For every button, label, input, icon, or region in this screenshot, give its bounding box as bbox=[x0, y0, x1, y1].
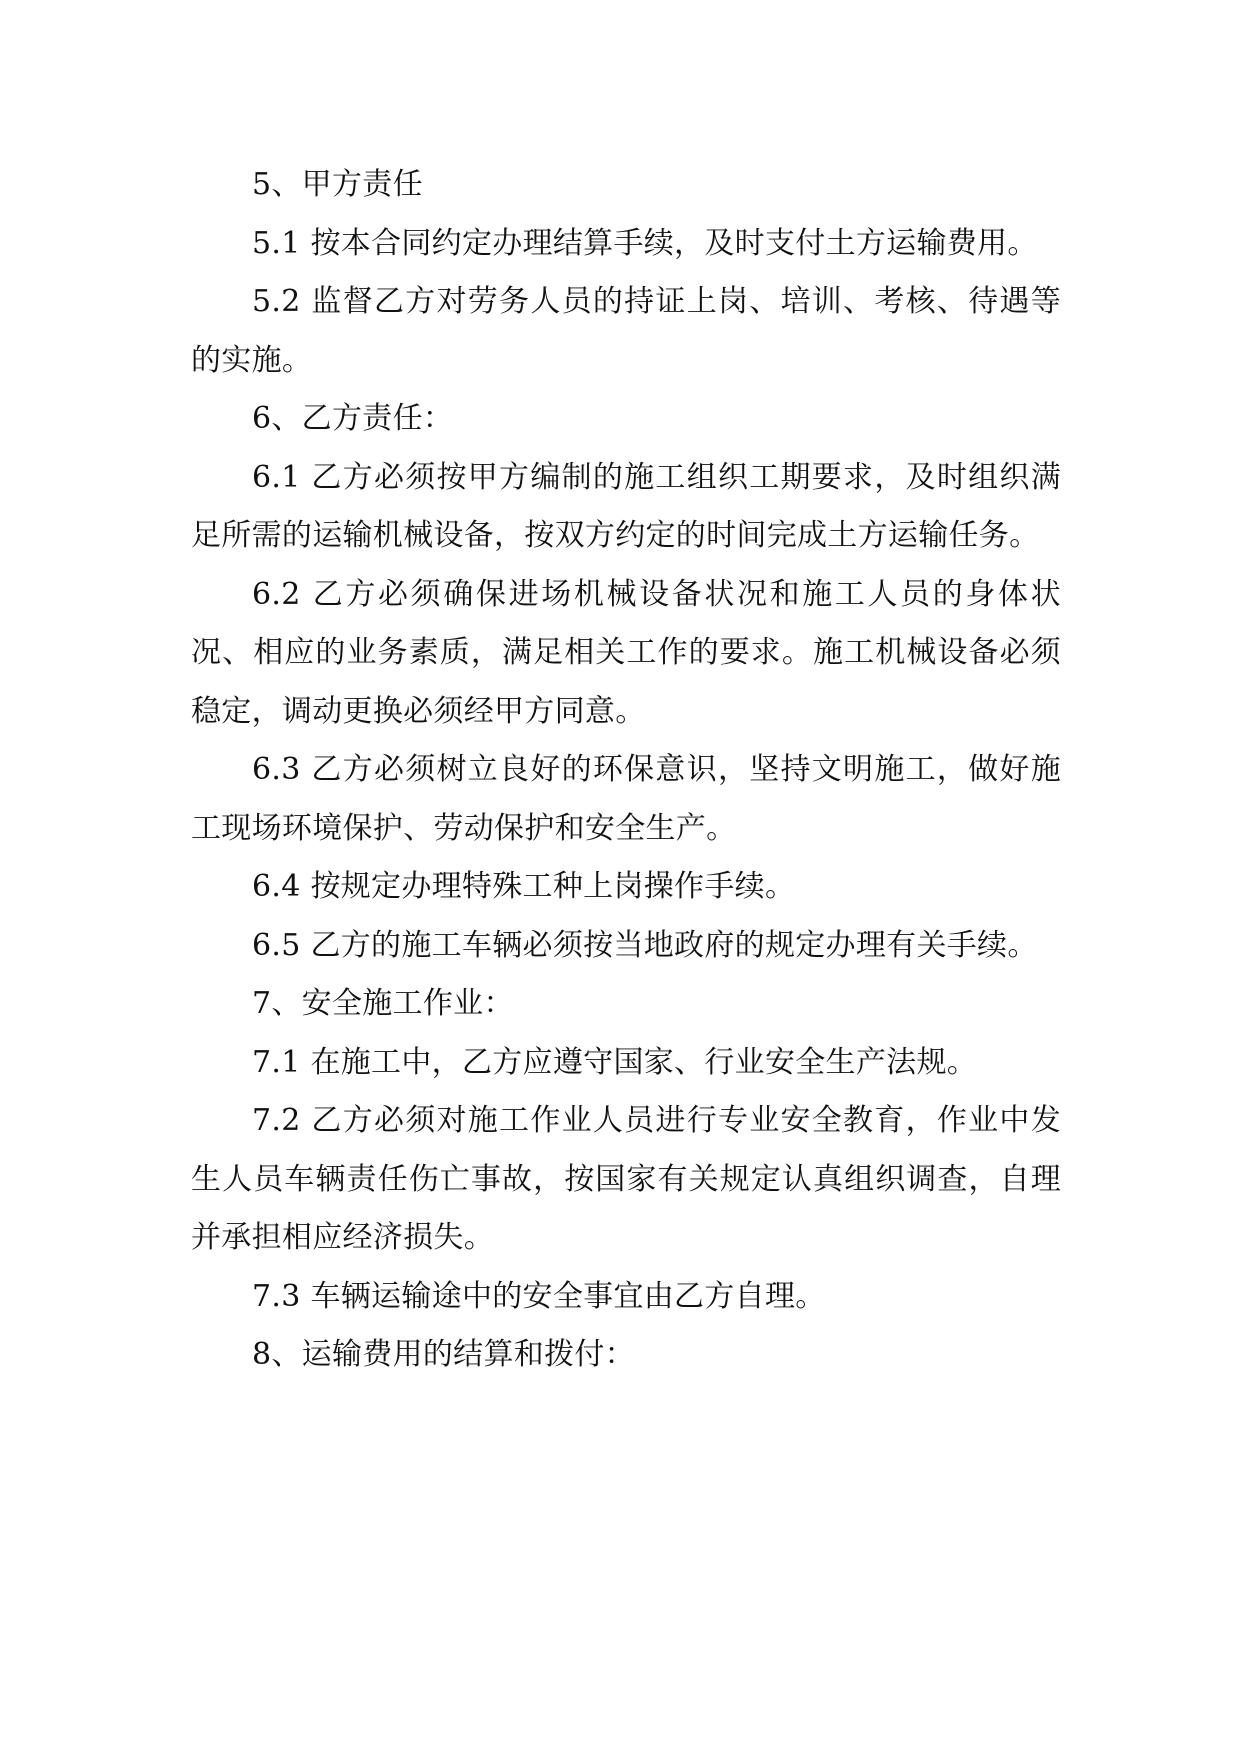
clause-6-2: 6.2 乙方必须确保进场机械设备状况和施工人员的身体状况、相应的业务素质，满足相关工作的要求。施工机械设备必须稳定，调动更换必须经甲方同意。 bbox=[191, 576, 1061, 729]
clause-7-2: 7.2 乙方必须对施工作业人员进行专业安全教育，作业中发生人员车辆责任伤亡事故，按国家有关规定认真组织调查，自理并承担相应经济损失。 bbox=[191, 1103, 1061, 1255]
clause-7-3: 7.3 车辆运输途中的安全事宜由乙方自理。 bbox=[252, 1278, 826, 1314]
section-heading-8: 8、运输费用的结算和拨付： bbox=[252, 1337, 635, 1372]
clause-6-4: 6.4 按规定办理特殊工种上岗操作手续。 bbox=[252, 869, 796, 904]
section-heading-5: 5、甲方责任 bbox=[252, 167, 423, 202]
clause-6-5: 6.5 乙方的施工车辆必须按当地政府的规定办理有关手续。 bbox=[252, 927, 1038, 963]
clause-5-1: 5.1 按本合同约定办理结算手续，及时支付土方运输费用。 bbox=[252, 225, 1038, 261]
clause-5-2: 5.2 监督乙方对劳务人员的持证上岗、培训、考核、待遇等的实施。 bbox=[191, 284, 1061, 378]
clause-7-1: 7.1 在施工中，乙方应遵守国家、行业安全生产法规。 bbox=[252, 1044, 978, 1080]
section-heading-7: 7、安全施工作业： bbox=[252, 986, 514, 1021]
clause-6-1: 6.1 乙方必须按甲方编制的施工组织工期要求，及时组织满足所需的运输机械设备，按双方约定的时间完成土方运输任务。 bbox=[191, 459, 1061, 553]
section-heading-6: 6、乙方责任： bbox=[252, 401, 454, 436]
clause-6-3: 6.3 乙方必须树立良好的环保意识，坚持文明施工，做好施工现场环境保护、劳动保护和安全生产。 bbox=[191, 752, 1061, 846]
document-body bbox=[191, 156, 1061, 1385]
